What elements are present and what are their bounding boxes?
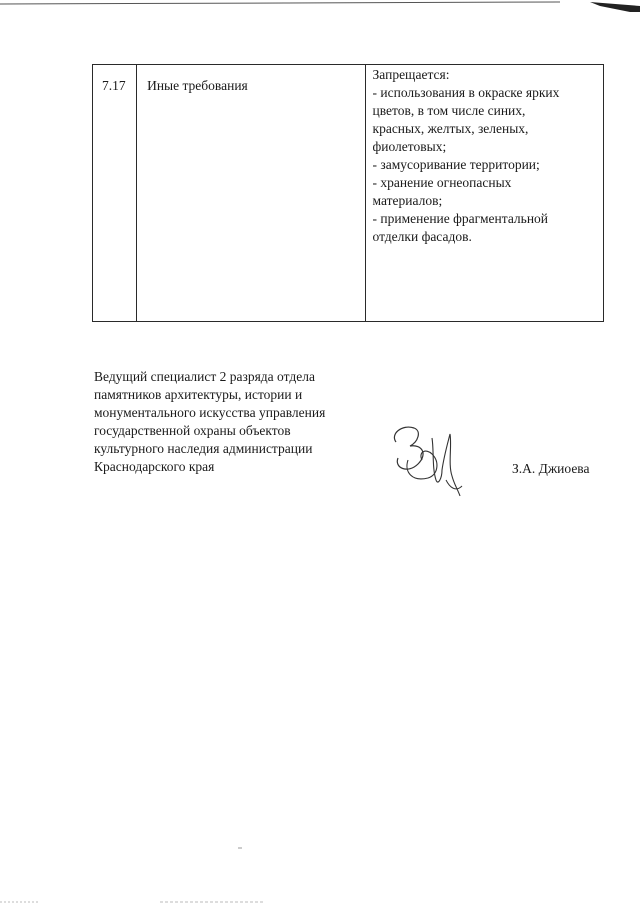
table-row xyxy=(93,65,604,322)
description-line: цветов, в том числе синих, xyxy=(372,103,526,118)
position-line: монументального искусства управления xyxy=(94,405,326,420)
scan-noise-artifact xyxy=(0,840,640,905)
scan-edge-artifact xyxy=(0,0,640,12)
position-line: культурного наследия администрации xyxy=(94,441,313,456)
row-number: 7.17 xyxy=(93,65,137,322)
description-line: красных, желтых, зеленых, xyxy=(372,121,529,136)
handwritten-signature xyxy=(388,420,468,498)
signer-name: З.А. Джиоева xyxy=(512,461,590,476)
description-line: - замусоривание территории; xyxy=(372,157,540,172)
position-line: государственной охраны объектов xyxy=(94,423,291,438)
description-line: - использования в окраске ярких xyxy=(372,85,560,100)
requirement-description xyxy=(365,65,603,322)
requirements-table xyxy=(92,64,604,322)
description-line: материалов; xyxy=(372,193,443,208)
description-line: - хранение огнеопасных xyxy=(372,175,512,190)
description-line: Запрещается: xyxy=(372,67,450,82)
signer-position xyxy=(94,368,374,476)
position-line: памятников архитектуры, истории и xyxy=(94,387,303,402)
requirement-name: Иные требования xyxy=(137,65,365,322)
description-line: отделки фасадов. xyxy=(372,229,472,244)
description-line: - применение фрагментальной xyxy=(372,211,549,226)
description-line: фиолетовых; xyxy=(372,139,447,154)
position-line: Ведущий специалист 2 разряда отдела xyxy=(94,369,315,384)
position-line: Краснодарского края xyxy=(94,459,215,474)
